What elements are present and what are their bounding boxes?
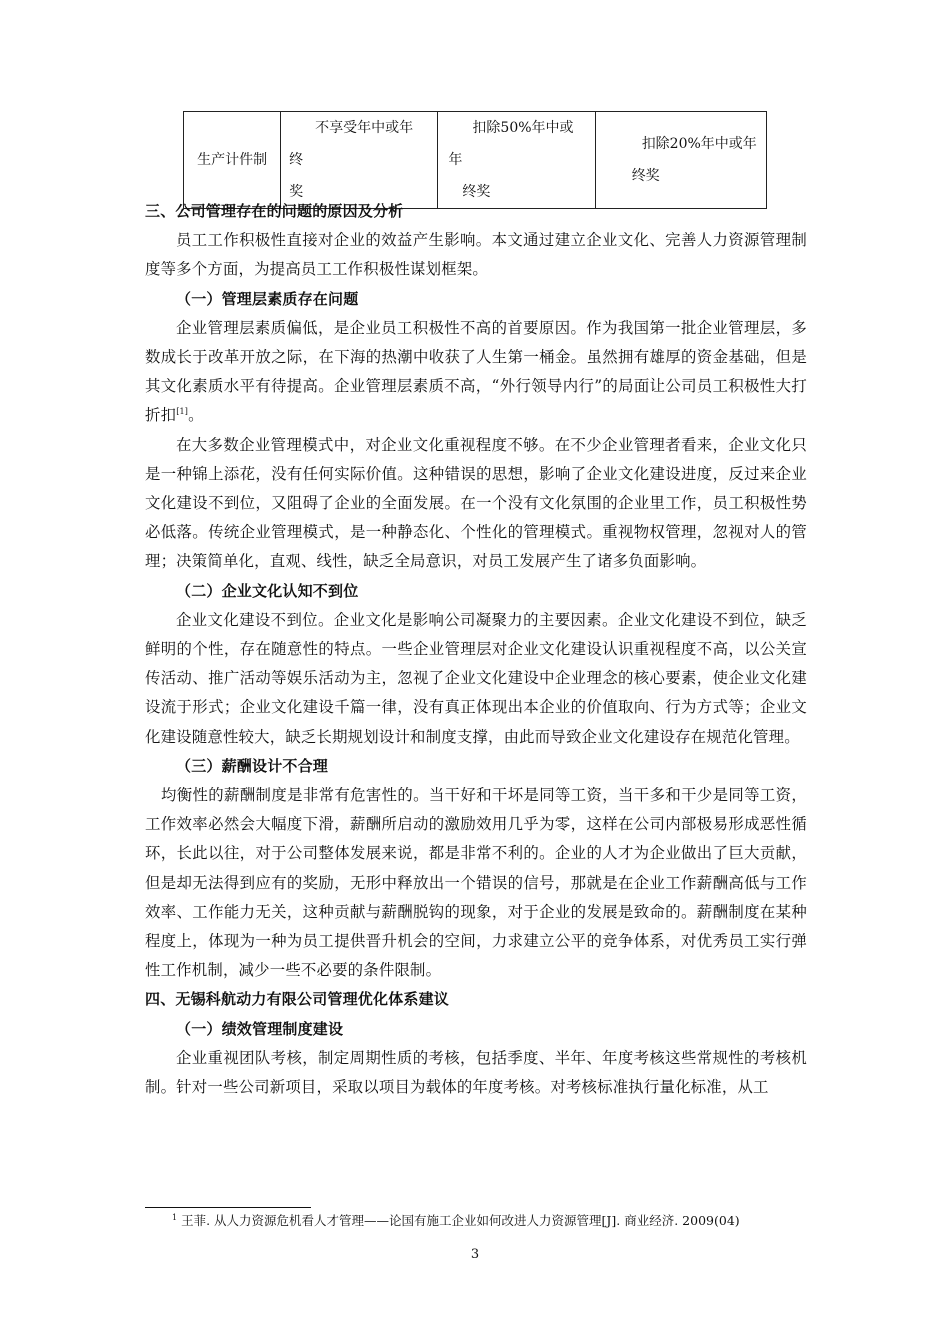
footnote-separator xyxy=(145,1207,311,1208)
cell-text xyxy=(438,112,594,208)
row-label: 生产计件制 xyxy=(197,152,268,168)
paragraph: 企业文化建设不到位。企业文化是影响公司凝聚力的主要因素。企业文化建设不到位，缺乏鲜明的个性，存在随意性的特点。一些企业管理层对企业文化建设认识重视程度不高，以公关宣传活动、推广活动等娱乐活动为主，忽视了企业文化建设中企业理念的核心要素，使企业文化建设流于形式；企业文化建设千篇一律，没有真正体现出本企业的价值取向、行为方式等；企业文化建设随意性较大，缺乏长期规划设计和制度支撑，由此而导致企业文化建设存在规范化管理。 xyxy=(145,610,807,746)
table-cell xyxy=(281,112,438,209)
citation-ref: [1] xyxy=(176,407,189,417)
subsection-heading: （一）绩效管理制度建设 xyxy=(176,1019,344,1038)
table-cell xyxy=(438,112,595,209)
footnote-marker: 1 xyxy=(172,1212,178,1222)
reward-table xyxy=(183,111,767,209)
subsection-heading: （二）企业文化认知不到位 xyxy=(176,581,359,600)
paragraph: 在大多数企业管理模式中，对企业文化重视程度不够。在不少企业管理者看来，企业文化只是一种锦上添花，没有任何实际价值。这种错误的思想，影响了企业文化建设进度，反过来企业文化建设不到位，又阻碍了企业的全面发展。在一个没有文化氛围的企业里工作，员工积极性势必低落。传统企业管理模式，是一种静态化、个性化的管理模式。重视物权管理，忽视对人的管理；决策简单化，直观、线性，缺乏全局意识，对员工发展产生了诸多负面影响。 xyxy=(145,435,807,571)
section-heading: 四、无锡科航动力有限公司管理优化体系建议 xyxy=(145,990,450,1009)
footnote xyxy=(172,1212,740,1230)
paragraph-text: 企业管理层素质偏低，是企业员工积极性不高的首要原因。作为我国第一批企业管理层，多数成长于改革开放之际，在下海的热潮中收获了人生第一桶金。虽然拥有雄厚的资金基础，但是其文化素质水平有待提高。企业管理层素质不高，“外行领导内行”的局面让公司员工积极性大打折扣 xyxy=(145,318,807,425)
page-number: 3 xyxy=(470,1247,480,1262)
paragraph xyxy=(145,314,807,431)
footnote-text: 王菲. 从人力资源危机看人才管理——论国有施工企业如何改进人力资源管理[J]. 商业经济. 2009(04) xyxy=(181,1213,740,1228)
cell-line-1: 不享受年中或年终 xyxy=(289,120,414,168)
cell-text xyxy=(596,128,766,192)
subsection-heading: （一）管理层素质存在问题 xyxy=(176,289,359,308)
paragraph: 企业重视团队考核，制定周期性质的考核，包括季度、半年、年度考核这些常规性的考核机制。针对一些公司新项目，采取以项目为载体的年度考核。对考核标准执行量化标准，从工 xyxy=(145,1048,807,1097)
section-heading: 三、公司管理存在的问题的原因及分析 xyxy=(145,202,404,220)
document-body xyxy=(145,197,807,1102)
table-cell-label xyxy=(184,112,281,209)
paragraph: 员工工作积极性直接对企业的效益产生影响。本文通过建立企业文化、完善人力资源管理制度等多个方面，为提高员工工作积极性谋划框架。 xyxy=(145,231,807,279)
cell-line-1: 扣除20%年中或年 xyxy=(641,136,757,152)
paragraph-end: 。 xyxy=(188,406,204,425)
paragraph: 均衡性的薪酬制度是非常有危害性的。当干好和干坏是同等工资，当干多和干少是同等工资，工作效率必然会大幅度下滑，薪酬所启动的激励效用几乎为零，这样在公司内部极易形成恶性循环，长此以往，对于公司整体发展来说，都是非常不利的。企业的人才为企业做出了巨大贡献，但是却无法得到应有的奖励，无形中释放出一个错误的信号，那就是在企业工作薪酬高低与工作效率、工作能力无关，这种贡献与薪酬脱钩的现象，对于企业的发展是致命的。薪酬制度在某种程度上，体现为一种为员工提供晋升机会的空间，力求建立公平的竞争体系，对优秀员工实行弹性工作机制，减少一些不必要的条件限制。 xyxy=(145,786,807,980)
table-row xyxy=(184,112,767,209)
cell-text xyxy=(281,112,437,208)
cell-line-2: 奖 xyxy=(289,184,304,200)
cell-line-2: 终奖 xyxy=(631,168,660,184)
cell-line-1: 扣除50%年中或年 xyxy=(448,120,574,168)
table-cell xyxy=(595,112,766,209)
subsection-heading: （三）薪酬设计不合理 xyxy=(176,756,329,775)
cell-line-2: 终奖 xyxy=(462,184,491,200)
